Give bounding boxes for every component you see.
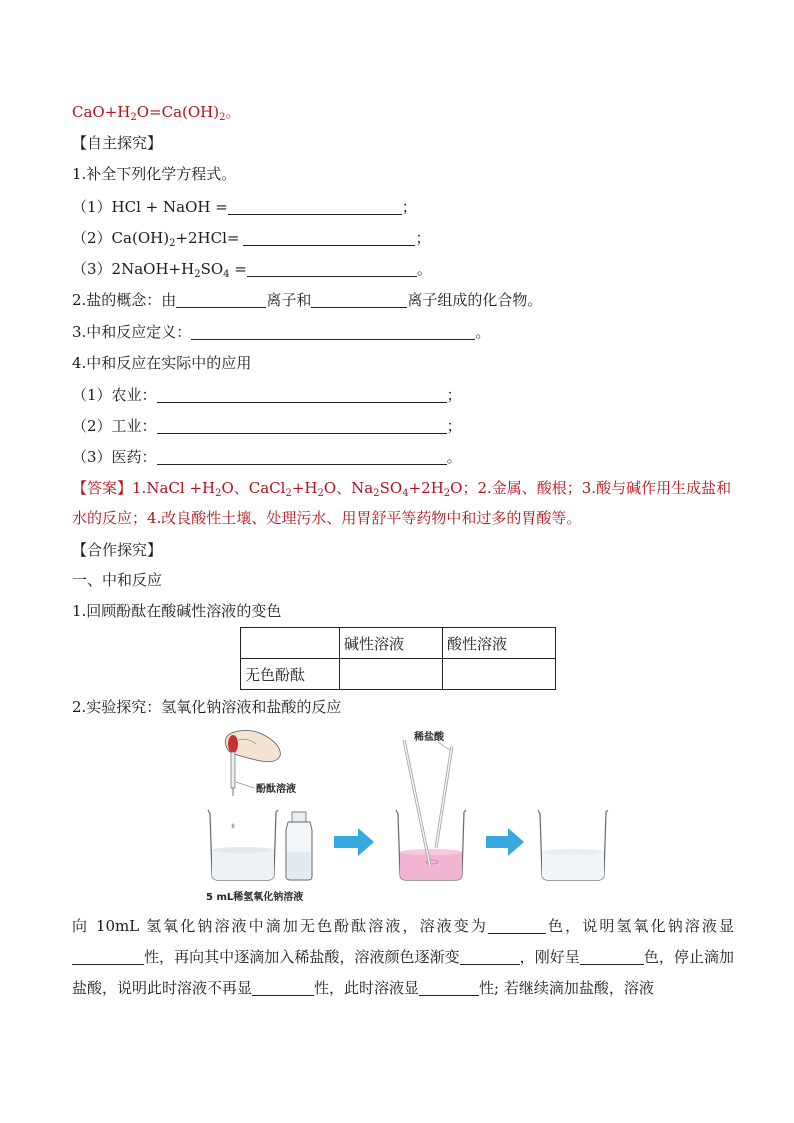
experiment-paragraph: 向 10mL 氢氧化钠溶液中滴加无色酚酞溶液，溶液变为 色，说明氢氧化钠溶液显性，再向其中逐滴加入稀盐酸，溶液颜色逐渐变 ，刚好呈 色，停止滴加盐酸，说明此时溶液不再显 性，此时溶液显 性; 若继续滴加盐酸，溶液 — [72, 917, 734, 997]
phenolphthalein-table — [240, 627, 556, 690]
answer-blank[interactable] — [228, 198, 402, 215]
label-phenolphthalein: 酚酞溶液 — [256, 784, 296, 795]
experiment-title: 2.实验探究：氢氧化钠溶液和盐酸的反应 — [72, 698, 342, 716]
answer-blank[interactable] — [252, 979, 314, 996]
question-2: 2.盐的概念：由 离子和 离子组成的化合物。 — [72, 291, 543, 309]
answer-blank[interactable] — [72, 948, 144, 965]
q4-item-1: （1）农业： ； — [72, 386, 462, 404]
answer-blank[interactable] — [580, 948, 644, 965]
answer-blank[interactable] — [176, 291, 266, 308]
question-4-title: 4.中和反应在实际中的应用 — [72, 354, 252, 372]
question-1-title: 1.补全下列化学方程式。 — [72, 165, 237, 183]
table-row — [241, 659, 556, 690]
dropper-icon — [228, 735, 238, 796]
answer-blank[interactable] — [243, 229, 415, 246]
part-1-title: 一、中和反应 — [72, 571, 163, 589]
answer-blank[interactable] — [247, 260, 417, 277]
experiment-figure — [190, 726, 610, 908]
review-title: 1.回顾酚酞在酸碱性溶液的变色 — [72, 602, 282, 620]
table-cell: 无色酚酞 — [241, 659, 340, 690]
answer-blank[interactable] — [311, 291, 407, 308]
answer-blank[interactable] — [157, 417, 447, 434]
q4-item-2: （2）工业： ； — [72, 417, 462, 435]
q1-item-2: $(2)Ca(OH)_2+2HCl=$ ； — [72, 229, 431, 249]
beaker-icon — [538, 810, 608, 880]
bottle-icon — [286, 812, 312, 880]
table-cell: 酸性溶液 — [443, 628, 556, 659]
table-row — [241, 628, 556, 659]
answer-block: 【答案】1.NaCl $+H_2O$、$CaCl_2+H_2O$、$Na_2SO_4+2H_2O$；2.金属、酸根；3.酸与碱作用生成盐和水的反应；4.改良酸性土壤、处理污水、用胃舒平等药物中和过多的胃酸等。 — [72, 479, 732, 527]
beaker-icon — [208, 810, 278, 880]
question-3: 3.中和反应定义： 。 — [72, 323, 491, 341]
beaker-icon — [396, 810, 466, 880]
glass-rod-icon — [404, 740, 452, 866]
answer-blank[interactable] — [157, 386, 447, 403]
answer-blank[interactable] — [419, 979, 479, 996]
label-naoh: 5 mL稀氢氧化钠溶液 — [206, 892, 304, 903]
arrow-right-icon — [486, 828, 524, 856]
table-cell — [241, 628, 340, 659]
q1-item-3: $(3)2NaOH+H_2SO_4$ = 。 — [72, 260, 432, 280]
q4-item-3: （3）医药： 。 — [72, 448, 462, 466]
answer-blank[interactable] — [488, 917, 546, 934]
answer-blank[interactable] — [157, 448, 447, 465]
table-cell[interactable] — [443, 659, 556, 690]
q1-item-1: （1）HCl + NaOH = ； — [72, 198, 417, 216]
section-cooperative-explore: 【合作探究】 — [72, 541, 163, 559]
top-equation: $CaO+H_2O=Ca(OH)_2$。 — [72, 103, 241, 123]
table-cell: 碱性溶液 — [340, 628, 443, 659]
section-self-explore: 【自主探究】 — [72, 134, 163, 152]
answer-blank[interactable] — [460, 948, 520, 965]
arrow-right-icon — [334, 828, 374, 856]
table-cell[interactable] — [340, 659, 443, 690]
answer-blank[interactable] — [191, 323, 475, 340]
label-hcl: 稀盐酸 — [414, 732, 444, 743]
